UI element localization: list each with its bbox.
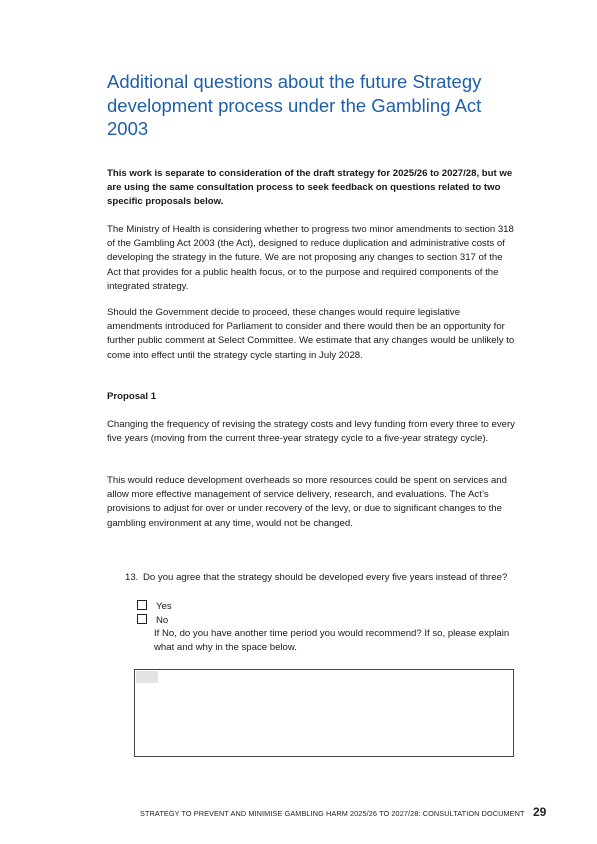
option-no-label: No (156, 615, 169, 626)
section-heading: Additional questions about the future Strategy development process under the Gambling Act 2003 (107, 71, 482, 139)
intro-bold-paragraph: This work is separate to consideration of the draft strategy for 2025/26 to 2027/28, but we are using the same consultation process to seek feedback on questions related to two specific proposals below. (107, 168, 513, 208)
proposal-heading: Proposal 1 (107, 391, 157, 402)
followup-instruction: If No, do you have another time period you would recommend? If so, please explain what and why in the space below. (154, 628, 510, 654)
option-no[interactable] (137, 614, 168, 628)
proposal-paragraph-2: This would reduce development overheads so more resources could be spent on services and allow more effective management of service delivery, research, and evaluations. The Act’s provisions to adjust for over or under recovery of the levy, or due to significant changes to the gambling environment at any time, would not be changed. (107, 475, 507, 529)
field-shading (136, 671, 158, 683)
option-yes-label: Yes (156, 601, 172, 612)
question-number: 13. (125, 572, 139, 583)
option-yes[interactable] (137, 600, 172, 614)
answer-text-field[interactable] (134, 669, 514, 757)
question-text: Do you agree that the strategy should be developed every five years instead of three? (143, 572, 508, 583)
context-paragraph-1: The Ministry of Health is considering whether to progress two minor amendments to section 318 of the Gambling Act 2003 (the Act), designed to reduce duplication and administrative costs of developing the strategy in the future. We are not proposing any changes to section 317 of the Act that provides for a public health focus, or to the purpose and required components of the integrated strategy. (107, 224, 514, 292)
yes-checkbox[interactable] (137, 600, 147, 610)
context-paragraph-2: Should the Government decide to proceed, these changes would require legislative amendments introduced for Parliament to consider and there would then be an opportunity for further public comment at Select Committee. We estimate that any changes would be unlikely to come into effect until the strategy cycle starting in July 2028. (107, 307, 515, 361)
page-number: 29 (533, 805, 547, 819)
proposal-paragraph-1: Changing the frequency of revising the strategy costs and levy funding from every three to every five years (moving from the current three-year strategy cycle to a five-year strategy cycle). (107, 419, 515, 445)
no-checkbox[interactable] (137, 614, 147, 624)
footer-title: STRATEGY TO PREVENT AND MINIMISE GAMBLING HARM 2025/26 TO 2027/28: CONSULTATION DOCUMENT (140, 809, 525, 818)
